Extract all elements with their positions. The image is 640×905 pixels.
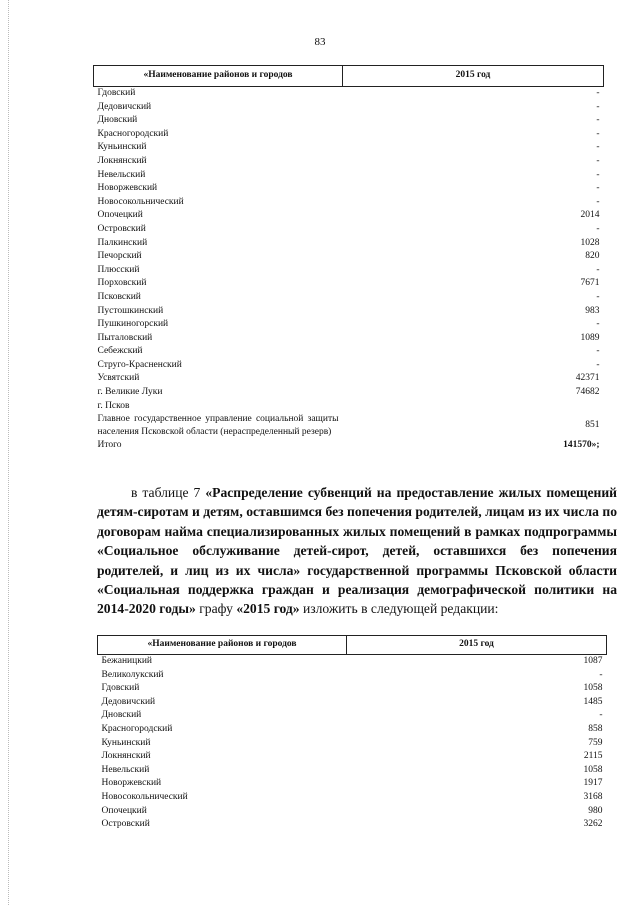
table-row — [94, 169, 604, 183]
district-name: Новосокольнический — [101, 791, 188, 802]
district-name: Порховский — [97, 278, 147, 289]
district-value: - — [599, 669, 603, 680]
district-name: Дедовичский — [97, 101, 152, 112]
district-value: - — [596, 319, 600, 330]
paragraph-bold-column: «2015 год» — [236, 601, 300, 617]
subsidy-table-1 — [93, 65, 604, 453]
district-name: Усвятский — [97, 373, 140, 384]
scan-edge-line — [8, 0, 10, 905]
district-name: Гдовский — [97, 88, 136, 98]
table-row — [98, 764, 607, 778]
district-name: Пыталовский — [97, 332, 153, 343]
header-year: 2015 год — [343, 66, 604, 87]
note-name — [94, 413, 343, 439]
subsidy-table-2 — [97, 635, 607, 832]
district-value: 42371 — [575, 373, 600, 384]
district-name: Великолукский — [101, 669, 164, 680]
table-row — [94, 305, 604, 319]
district-value: - — [596, 115, 600, 126]
table-row — [94, 359, 604, 373]
district-value: 1058 — [583, 764, 603, 775]
table-row — [94, 155, 604, 169]
table-row — [94, 114, 604, 128]
district-value: 759 — [588, 737, 603, 748]
district-name: Бежаницкий — [101, 656, 152, 666]
district-name: Пустошкинский — [97, 305, 164, 316]
header-district: «Наименование районов и городов — [94, 66, 343, 87]
district-name: Новоржевский — [97, 183, 158, 194]
district-value: 1087 — [583, 656, 603, 666]
table-body — [98, 655, 607, 832]
table-row — [98, 655, 607, 669]
table-row — [94, 332, 604, 346]
district-value: - — [596, 128, 600, 139]
district-name: Дновский — [97, 115, 138, 126]
total-value: 141570»; — [563, 440, 600, 451]
district-value: 2014 — [580, 210, 600, 221]
district-name: Новосокольнический — [97, 196, 184, 207]
table-row — [94, 223, 604, 237]
district-value: - — [596, 359, 600, 370]
district-name: Пушкиногорский — [97, 319, 169, 330]
district-value: 820 — [585, 251, 600, 262]
table-row — [94, 141, 604, 155]
district-name: Гдовский — [101, 683, 140, 694]
district-name: Куньинский — [101, 737, 151, 748]
district-name: Себежский — [97, 346, 143, 357]
district-value: - — [596, 346, 600, 357]
district-name: Локнянский — [101, 751, 151, 762]
table-body — [94, 87, 604, 414]
district-value: 980 — [588, 805, 603, 816]
table-row — [94, 182, 604, 196]
amendment-paragraph — [97, 483, 617, 619]
district-name: Невельский — [97, 169, 146, 180]
district-name: Псковский — [97, 291, 141, 302]
table-row — [98, 777, 607, 791]
district-name: Палкинский — [97, 237, 148, 248]
note-value: 851 — [585, 420, 600, 431]
paragraph-text-2: графу — [195, 601, 237, 617]
table-row — [94, 87, 604, 101]
district-value: 7671 — [580, 278, 600, 289]
district-name: г. Псков — [97, 400, 130, 411]
table-header-row — [98, 636, 607, 655]
header-district: «Наименование районов и городов — [98, 636, 347, 655]
district-value: 983 — [585, 305, 600, 316]
note-name-text: Главное государственное управление социальной защиты населения Псковской области (нераспределенный резерв) — [97, 414, 339, 438]
paragraph-text-3: изложить в следующей редакции: — [299, 601, 499, 617]
table-row — [98, 737, 607, 751]
district-value: - — [596, 183, 600, 194]
district-value: - — [596, 291, 600, 302]
table-row — [98, 750, 607, 764]
paragraph-text-1: в таблице 7 — [131, 485, 206, 500]
district-name: Плюсский — [97, 264, 140, 275]
table-row — [94, 400, 604, 414]
district-name: Красногородский — [101, 723, 173, 734]
district-value: - — [596, 155, 600, 166]
paragraph-bold-title: «Распределение субвенций на предоставление жилых помещений детям-сиротам и детям, оставшимся без попечения родителей, лицам из их числа по договорам найма специализированных жилых помещений в рамках подпрограммы «Социальное обслуживание детей-сирот, детей, оставшихся без попечения родителей, и лиц из их числа» государственной программы Псковской области «Социальная поддержка граждан и реализация демографической политики на 2014-2020 годы» — [97, 485, 617, 617]
district-value: 1089 — [580, 332, 600, 343]
table-row — [94, 237, 604, 251]
district-value: - — [596, 169, 600, 180]
district-name: Дедовичский — [101, 696, 156, 707]
district-name: Локнянский — [97, 155, 147, 166]
table-row — [98, 696, 607, 710]
page-number: 83 — [314, 36, 326, 48]
district-value: 1485 — [583, 696, 603, 707]
district-value — [343, 400, 604, 414]
district-value: - — [596, 101, 600, 112]
header-year: 2015 год — [347, 636, 607, 655]
district-name: Невельский — [101, 764, 150, 775]
table-row — [98, 818, 607, 832]
district-name: Опочецкий — [97, 210, 143, 221]
district-value: - — [596, 223, 600, 234]
table-row — [94, 386, 604, 400]
district-name: Куньинский — [97, 142, 147, 153]
district-value: 2115 — [583, 751, 603, 762]
district-value: 1058 — [583, 683, 603, 694]
district-name: Струго-Красненский — [97, 359, 182, 370]
table-row — [94, 264, 604, 278]
district-value: 858 — [588, 723, 603, 734]
table-row — [98, 682, 607, 696]
district-name: Дновский — [101, 710, 142, 721]
table-row — [98, 805, 607, 819]
district-value: - — [596, 264, 600, 275]
district-value: 3168 — [583, 791, 603, 802]
table-row-note — [94, 413, 604, 439]
district-name: Новоржевский — [101, 778, 162, 789]
district-name: Островский — [97, 223, 146, 234]
total-label: Итого — [97, 440, 122, 451]
district-name: г. Великие Луки — [97, 387, 163, 398]
district-value: 3262 — [583, 819, 603, 830]
district-value: - — [596, 142, 600, 153]
district-value: 1028 — [580, 237, 600, 248]
table-row — [94, 291, 604, 305]
table-header-row — [94, 66, 604, 87]
district-value: - — [596, 196, 600, 207]
table-row — [94, 372, 604, 386]
table-row — [98, 669, 607, 683]
district-name: Красногородский — [97, 128, 169, 139]
table-row — [94, 209, 604, 223]
district-name: Опочецкий — [101, 805, 147, 816]
table-row — [94, 277, 604, 291]
table-row — [94, 196, 604, 210]
table-row — [94, 128, 604, 142]
table-footer — [94, 413, 604, 453]
district-value: - — [596, 88, 600, 98]
district-name: Печорский — [97, 251, 142, 262]
district-value: 74682 — [575, 387, 600, 398]
table-row — [94, 250, 604, 264]
district-value: 1917 — [583, 778, 603, 789]
district-name: Островский — [101, 819, 150, 830]
table-row — [94, 345, 604, 359]
table-row — [98, 723, 607, 737]
table-row — [94, 318, 604, 332]
table-row-total — [94, 439, 604, 453]
table-row — [98, 791, 607, 805]
table-row — [98, 709, 607, 723]
table-row — [94, 101, 604, 115]
district-value: - — [599, 710, 603, 721]
